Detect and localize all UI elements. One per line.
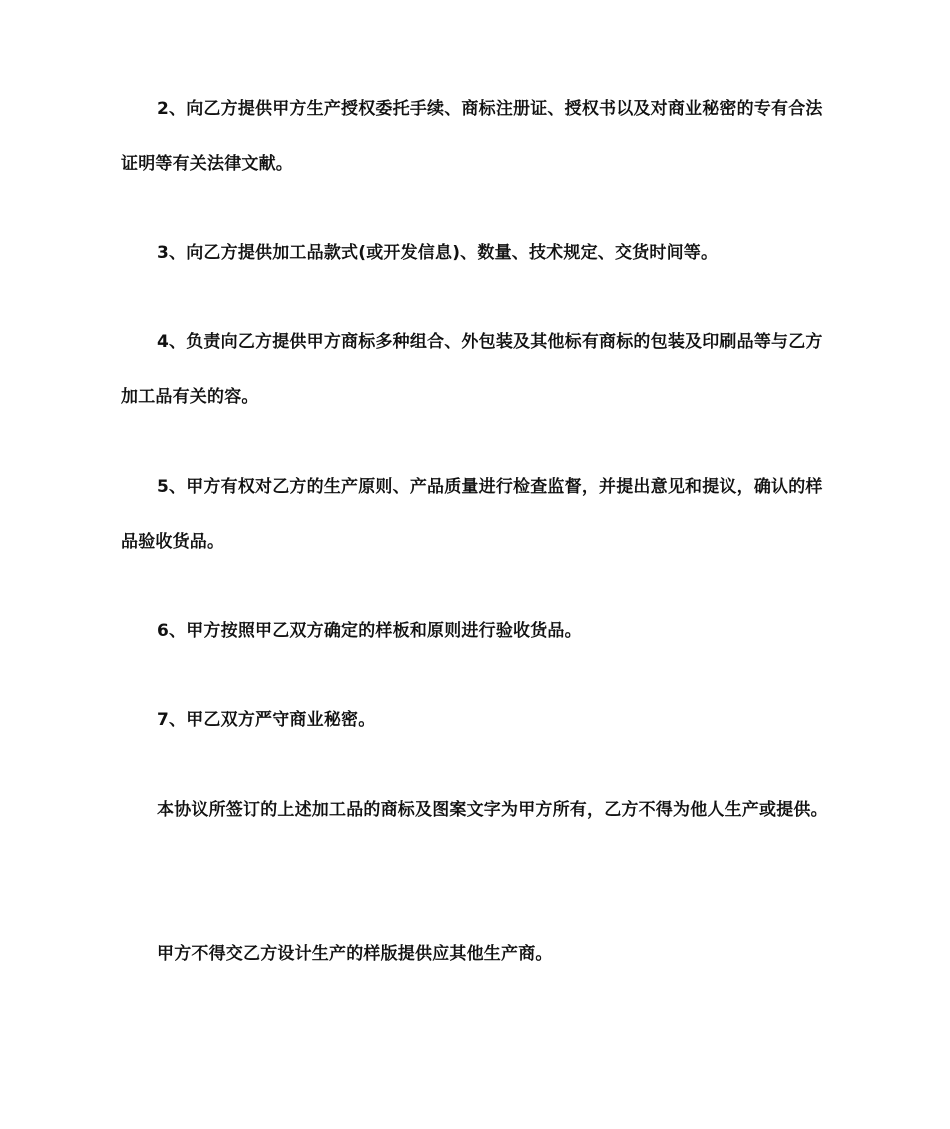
clause-5-paragraph: 5、甲方有权对乙方的生产原则、产品质量进行检查监督，并提出意见和提议，确认的样品验收货品。 xyxy=(121,477,823,552)
clause-7-paragraph: 7、甲乙双方严守商业秘密。 xyxy=(157,710,376,730)
clause-3-paragraph: 3、向乙方提供加工品款式(或开发信息)、数量、技术规定、交货时间等。 xyxy=(157,243,719,263)
sample-restriction-paragraph: 甲方不得交乙方设计生产的样版提供应其他生产商。 xyxy=(157,944,553,964)
clause-6-paragraph: 6、甲方按照甲乙双方确定的样板和原则进行验收货品。 xyxy=(157,621,582,641)
clause-4-paragraph: 4、负责向乙方提供甲方商标多种组合、外包装及其他标有商标的包装及印刷品等与乙方加工品有关的容。 xyxy=(121,332,823,407)
trademark-ownership-paragraph: 本协议所签订的上述加工品的商标及图案文字为甲方所有，乙方不得为他人生产或提供。 xyxy=(157,800,828,820)
clause-2-paragraph: 2、向乙方提供甲方生产授权委托手续、商标注册证、授权书以及对商业秘密的专有合法证明等有关法律文献。 xyxy=(121,99,823,174)
